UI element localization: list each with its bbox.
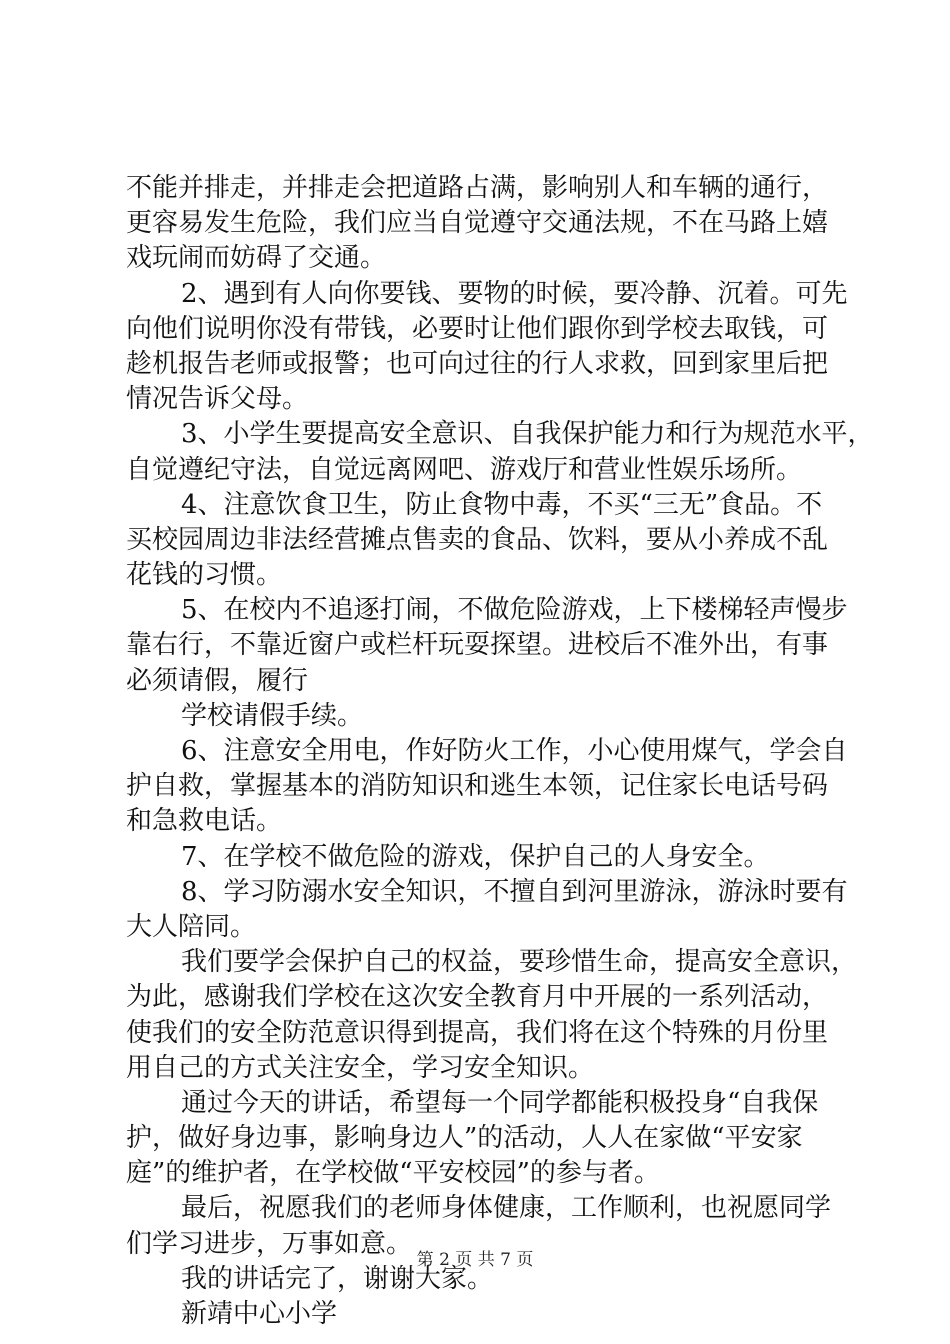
text-line: 护，做好身边事，影响身边人”的活动，人人在家做“平安家 [126, 1123, 803, 1154]
text-line: 和急救电话。 [126, 806, 283, 837]
text-line: 自觉遵纪守法，自觉远离网吧、游戏厅和营业性娱乐场所。 [126, 454, 803, 485]
text-line: 趁机报告老师或报警；也可向过往的行人求救，回到家里后把 [126, 348, 829, 379]
text-line: 使我们的安全防范意识得到提高，我们将在这个特殊的月份里 [126, 1017, 829, 1048]
text-line: 花钱的习惯。 [126, 560, 283, 591]
text-line: 向他们说明你没有带钱，必要时让他们跟你到学校去取钱，可 [126, 313, 829, 344]
text-line: 庭”的维护者，在学校做“平安校园”的参与者。 [126, 1158, 660, 1189]
text-line: 买校园周边非法经营摊点售卖的食品、饮料，要从小养成不乱 [126, 524, 829, 555]
page-number-footer: 第 2 页 共 7 页 [416, 1250, 534, 1270]
text-line: 护自救，掌握基本的消防知识和逃生本领，记住家长电话号码 [126, 771, 829, 802]
text-line: 学校请假手续。 [181, 700, 364, 731]
text-line: 靠右行，不靠近窗户或栏杆玩耍探望。进校后不准外出，有事 [126, 630, 829, 661]
text-line: 们学习进步，万事如意。 [126, 1228, 413, 1259]
text-line: 我们要学会保护自己的权益，要珍惜生命，提高安全意识， [181, 947, 858, 978]
text-line: 6、注意安全用电，作好防火工作，小心使用煤气，学会自 [181, 736, 848, 766]
text-line: 为此，感谢我们学校在这次安全教育月中开展的一系列活动， [126, 982, 829, 1013]
text-line: 我的讲话完了，谢谢大家。 [181, 1263, 494, 1294]
text-line: 新靖中心小学 [181, 1299, 338, 1329]
text-line: 8、学习防溺水安全知识，不擅自到河里游泳，游泳时要有 [181, 876, 848, 907]
text-line: 戏玩闹而妨碍了交通。 [126, 243, 387, 274]
text-line: 情况告诉父母。 [126, 384, 309, 415]
text-line: 用自己的方式关注安全，学习安全知识。 [126, 1052, 595, 1083]
text-line: 更容易发生危险，我们应当自觉遵守交通法规，不在马路上嬉 [126, 208, 829, 239]
text-line: 5、在校内不追逐打闹，不做危险游戏，上下楼梯轻声慢步 [181, 595, 848, 626]
text-line: 3、小学生要提高安全意识、自我保护能力和行为规范水平， [181, 419, 874, 450]
text-line: 7、在学校不做危险的游戏，保护自己的人身安全。 [181, 841, 770, 872]
text-line: 2、遇到有人向你要钱、要物的时候，要冷静、沉着。可先 [181, 278, 848, 309]
text-line: 通过今天的讲话，希望每一个同学都能积极投身“自我保 [181, 1087, 819, 1118]
text-line: 不能并排走，并排走会把道路占满，影响别人和车辆的通行， [126, 173, 829, 203]
text-line: 大人陪同。 [126, 911, 257, 942]
text-line: 最后，祝愿我们的老师身体健康，工作顺利，也祝愿同学 [181, 1193, 832, 1224]
text-line: 必须请假，履行 [126, 665, 309, 696]
document-body [126, 171, 874, 1332]
text-line: 4、注意饮食卫生，防止食物中毒，不买“三无”食品。不 [181, 489, 823, 520]
